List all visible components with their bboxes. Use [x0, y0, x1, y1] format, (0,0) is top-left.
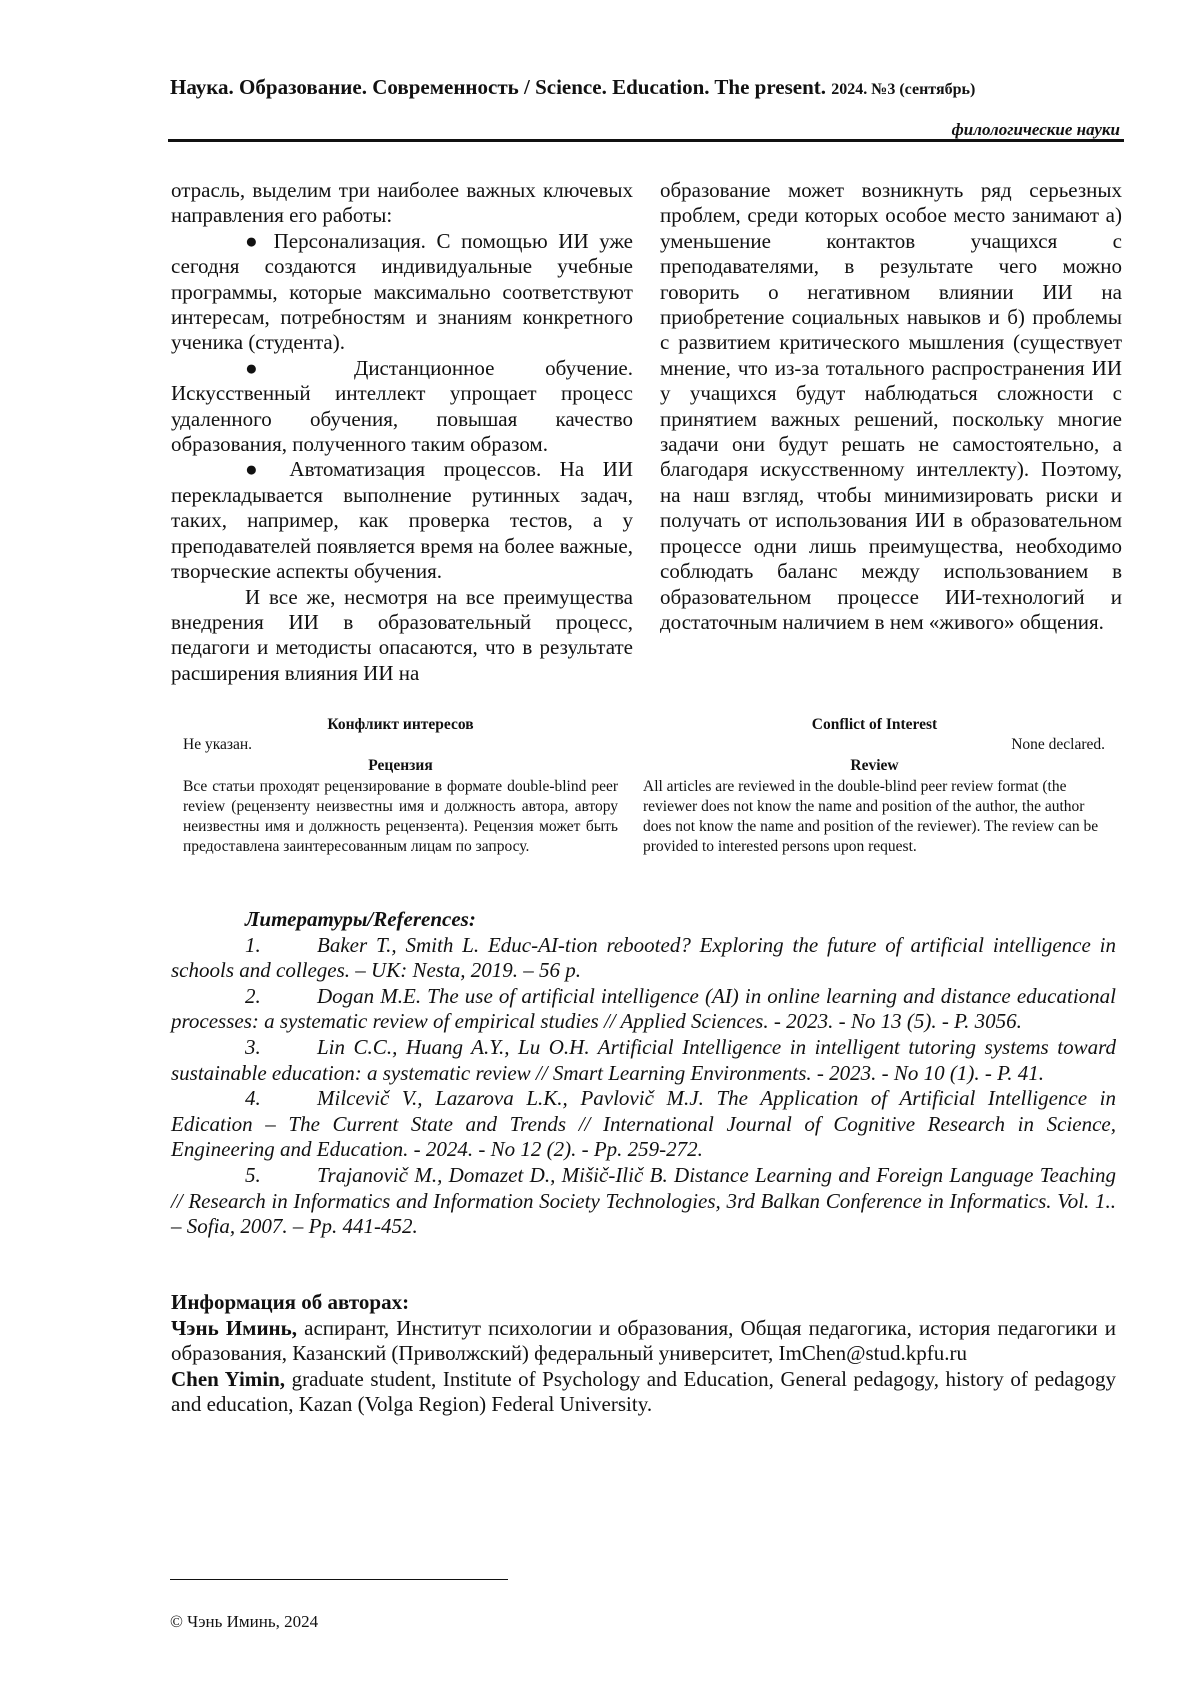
header-rule — [168, 139, 1124, 142]
authors-title: Информация об авторах: — [171, 1290, 410, 1314]
paragraph: образование может возникнуть ряд серьезных проблем, среди которых особое место занимают а) уменьшение контактов учащихся с преподавателями, в результате чего можно говорить о негативном влиянии ИИ на приобретение социальных навыков и б) проблемы с развитием критического мышления (существует мнение, что из-за тотального распространения ИИ у учащихся будут наблюдаться сложности с принятием важных решений, поскольку многие задачи они будут решать не самостоятельно, а благодаря искусственному интеллекту). Поэтому, на наш взгляд, чтобы минимизировать риски и получать от использования ИИ в образовательном процессе одни лишь преимущества, необходимо соблюдать баланс между использованием в образовательном процессе ИИ-технологий и достаточным наличием в нем «живого» общения. — [660, 178, 1122, 634]
section-rubric: филологические науки — [951, 120, 1120, 139]
review-text-ru: Все статьи проходят рецензирование в формате double-blind peer review (рецензенту неизвестны имя и должность автора, автору неизвестны имя и должность рецензента). Рецензия может быть предоставлена заинтересованным лицам по запросу. — [183, 778, 618, 855]
conflict-title-en: Conflict of Interest — [811, 716, 938, 733]
bullet-distance-learning: ● Дистанционное обучение. Искусственный интеллект упрощает процесс удаленного обучения, повышая качество образования, полученного таким образом. — [171, 355, 633, 457]
reference-item: 4. Milcevič V., Lazarova L.K., Pavlovič M.J. The Application of Artificial Intelligence in Edication – The Current State and Trends // International Journal of Cognitive Research in Science, Engineering and Education. - 2024. - No 12 (2). - Pp. 259-272. — [171, 1086, 1116, 1162]
reference-item: 1. Baker T., Smith L. Educ-AI-tion rebooted? Exploring the future of artificial intelligence in schools and colleges. – UK: Nesta, 2019. – 56 p. — [171, 932, 1116, 983]
references-section — [171, 907, 1116, 1240]
reference-item: 2. Dogan M.E. The use of artificial intelligence (AI) in online learning and distance educational processes: a systematic review of empirical studies // Applied Sciences. - 2023. - No 13 (5). - P. 3056. — [171, 983, 1116, 1034]
conflict-title-ru: Конфликт интересов — [327, 716, 474, 733]
issue-label: 2024. №3 (сентябрь) — [831, 81, 976, 98]
conflict-value-ru: Не указан. — [183, 736, 253, 753]
right-column — [660, 178, 1122, 635]
copyright-notice: © Чэнь Иминь, 2024 — [170, 1612, 319, 1631]
author-name-ru: Чэнь Иминь, — [171, 1315, 298, 1340]
paragraph: И все же, несмотря на все преимущества внедрения ИИ в образовательный процесс, педагоги и методисты опасаются, что в результате расширения влияния ИИ на — [171, 584, 633, 685]
review-title-en: Review — [850, 757, 899, 774]
references-title: Литературы/References: — [245, 907, 476, 931]
footnote-rule — [170, 1579, 508, 1580]
review-title-ru: Рецензия — [368, 757, 433, 774]
author-info-en: Chen Yimin, graduate student, Institute of Psychology and Education, General pedagogy, history of pedagogy and education, Kazan (Volga Region) Federal University. — [171, 1366, 1116, 1417]
left-column — [171, 178, 633, 686]
running-header — [170, 75, 1120, 100]
reference-item: 5. Trajanovič M., Domazet D., Mišič-Ilič B. Distance Learning and Foreign Language Teaching // Research in Informatics and Information Society Technologies, 3rd Balkan Conference in Informatics. Vol. 1.. – Sofia, 2007. – Pp. 441-452. — [171, 1162, 1116, 1239]
journal-title: Наука. Образование. Современность / Science. Education. The present. — [170, 75, 827, 99]
author-name-en: Chen Yimin, — [171, 1366, 286, 1391]
bullet-personalization: ● Персонализация. С помощью ИИ уже сегодня создаются индивидуальные учебные программы, которые максимально соответствуют интересам, потребностям и знаниям конкретного ученика (студента). — [171, 228, 633, 355]
author-info-ru: Чэнь Иминь, аспирант, Институт психологии и образования, Общая педагогика, история педагогики и образования, Казанский (Приволжский) федеральный университет, ImChen@stud.kpfu.ru — [171, 1315, 1116, 1366]
bullet-automation: ● Автоматизация процессов. На ИИ перекладывается выполнение рутинных задач, таких, например, как проверка тестов, а у преподавателей появляется время на более важные, творческие аспекты обучения. — [171, 457, 633, 584]
review-text-en: All articles are reviewed in the double-blind peer review format (the reviewer does not know the name and position of the author, the author does not know the name and position of the reviewer). The review can be provided to interested persons upon request. — [643, 778, 1099, 855]
paragraph: отрасль, выделим три наиболее важных ключевых направления его работы: — [171, 178, 633, 228]
conflict-value-en: None declared. — [1011, 736, 1105, 753]
reference-item: 3. Lin C.C., Huang A.Y., Lu O.H. Artificial Intelligence in intelligent tutoring systems toward sustainable education: a systematic review // Smart Learning Environments. - 2023. - No 10 (1). - P. 41. — [171, 1034, 1116, 1085]
authors-section — [171, 1290, 1116, 1418]
